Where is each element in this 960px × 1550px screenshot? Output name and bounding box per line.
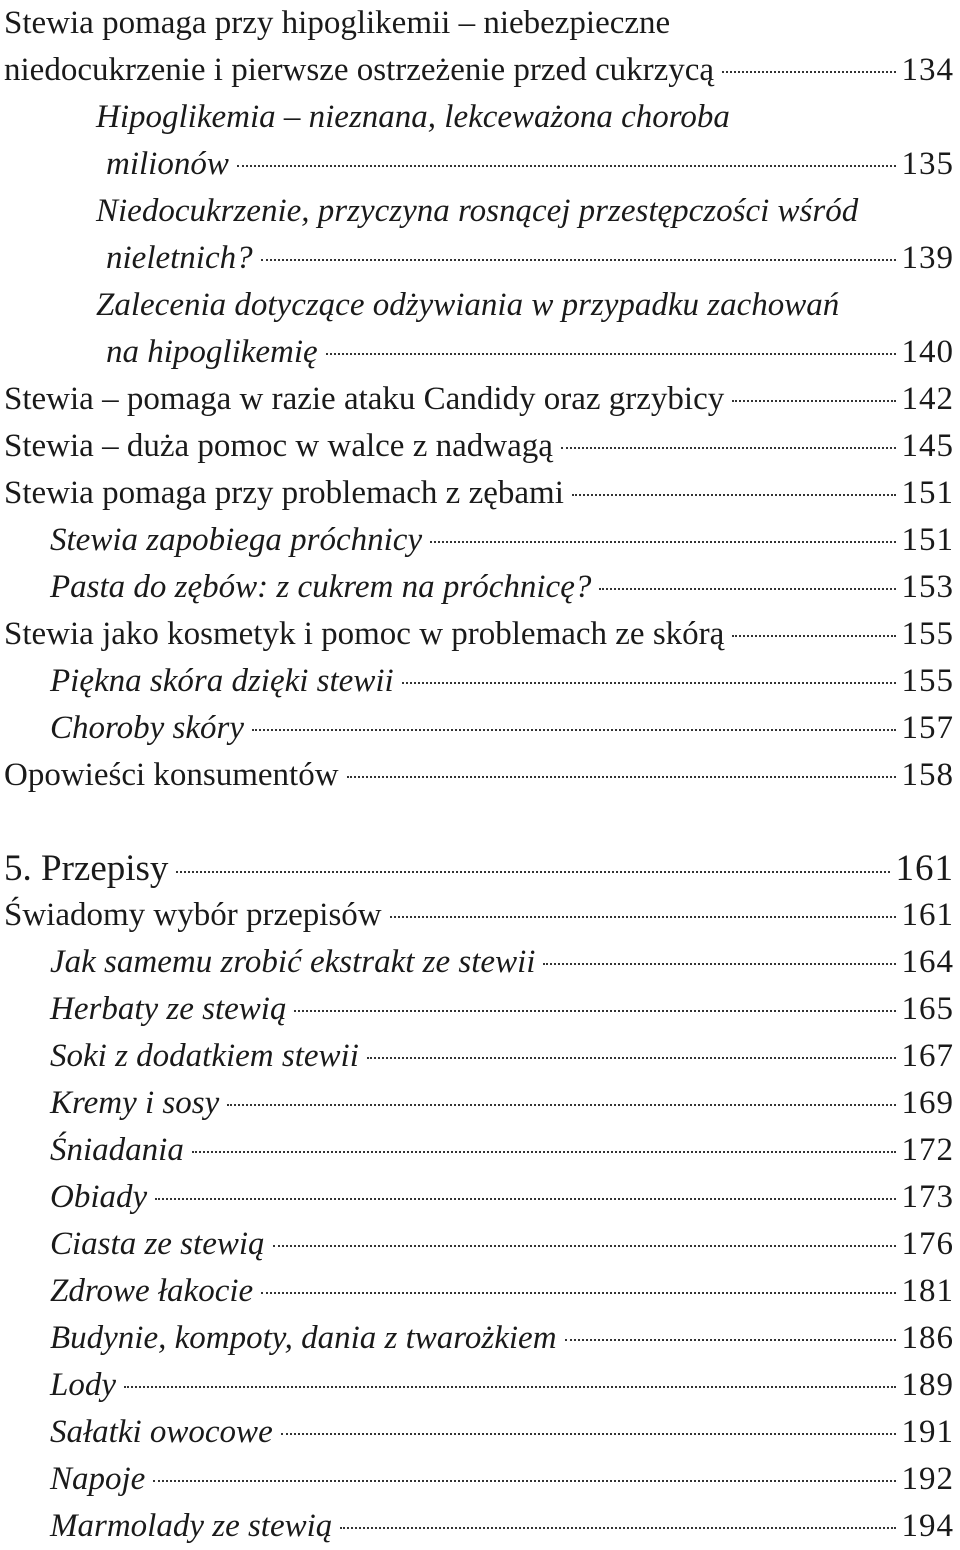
toc-entry [4, 376, 954, 423]
page-number: 158 [901, 757, 954, 793]
leader-dots [124, 1386, 896, 1388]
leader-dots [402, 682, 896, 684]
toc-entry-title: Herbaty ze stewią [50, 991, 287, 1027]
toc-entry [4, 564, 954, 611]
toc-entry [4, 94, 954, 188]
page-number: 164 [901, 944, 954, 980]
chapter-heading [4, 845, 954, 892]
toc-entry-title: Napoje [50, 1461, 146, 1497]
toc-entry-title: Marmolady ze stewią [50, 1508, 333, 1544]
toc-entry [4, 423, 954, 470]
page-number: 135 [901, 146, 954, 182]
page-number: 192 [901, 1461, 954, 1497]
leader-dots [261, 1292, 895, 1294]
page-number: 172 [901, 1132, 954, 1168]
page-number: 189 [901, 1367, 954, 1403]
toc-entry-title: Budynie, kompoty, dania z twarożkiem [50, 1320, 557, 1356]
leader-dots [281, 1433, 896, 1435]
leader-dots [155, 1198, 895, 1200]
toc-entry-title-line1: Zalecenia dotyczące odżywiania w przypadku zachowań [96, 287, 840, 323]
page-number: 140 [901, 334, 954, 370]
toc-entry [4, 1033, 954, 1080]
toc-entry [4, 892, 954, 939]
leader-dots [176, 871, 889, 873]
toc-entry [4, 705, 954, 752]
toc-entry [4, 0, 954, 94]
toc-entry-title: Śniadania [50, 1132, 184, 1168]
toc-entry [4, 611, 954, 658]
page-number: 161 [901, 897, 954, 933]
leader-dots [227, 1104, 895, 1106]
page-number: 151 [901, 475, 954, 511]
page-number: 145 [901, 428, 954, 464]
leader-dots [294, 1010, 895, 1012]
page-number: 173 [901, 1179, 954, 1215]
toc-entry [4, 939, 954, 986]
page-number: 157 [901, 710, 954, 746]
leader-dots [153, 1480, 895, 1482]
toc-entry-title: Stewia – pomaga w razie ataku Candidy oraz grzybicy [4, 381, 725, 417]
toc-entry [4, 1221, 954, 1268]
toc-entry [4, 1315, 954, 1362]
toc-entry-title: Opowieści konsumentów [4, 757, 339, 793]
toc-entry-title-line2: nieletnich? [106, 240, 253, 276]
page-number: 155 [901, 663, 954, 699]
page-number: 153 [901, 569, 954, 605]
toc-entry-title-line2: niedocukrzenie i pierwsze ostrzeżenie przed cukrzycą [4, 52, 715, 88]
page-number: 169 [901, 1085, 954, 1121]
leader-dots [367, 1057, 896, 1059]
toc-entry-title-line2: milionów [106, 146, 229, 182]
toc-entry [4, 986, 954, 1033]
leader-dots [273, 1245, 896, 1247]
toc-entry-title: Lody [50, 1367, 116, 1403]
leader-dots [261, 259, 896, 261]
toc-entry [4, 1174, 954, 1221]
toc-list [4, 0, 954, 1550]
toc-entry-title-line1: Hipoglikemia – nieznana, lekceważona choroba [96, 99, 730, 135]
toc-entry-title: Świadomy wybór przepisów [4, 897, 382, 933]
toc-entry [4, 470, 954, 517]
leader-dots [340, 1527, 895, 1529]
leader-dots [599, 588, 895, 590]
toc-entry-title: Jak samemu zrobić ekstrakt ze stewii [50, 944, 536, 980]
leader-dots [565, 1339, 896, 1341]
toc-entry-title: Pasta do zębów: z cukrem na próchnicę? [50, 569, 592, 605]
toc-entry-title: Choroby skóry [50, 710, 245, 746]
page-number: 161 [895, 848, 954, 889]
page-number: 151 [901, 522, 954, 558]
toc-entry [4, 752, 954, 799]
leader-dots [732, 635, 895, 637]
toc-entry-title-line1: Niedocukrzenie, przyczyna rosnącej przestępczości wśród [96, 193, 859, 229]
toc-entry [4, 1409, 954, 1456]
leader-dots [572, 494, 896, 496]
leader-dots [561, 447, 896, 449]
page-number: 142 [901, 381, 954, 417]
page-number: 186 [901, 1320, 954, 1356]
leader-dots [326, 353, 896, 355]
toc-entry [4, 282, 954, 376]
toc-entry [4, 1080, 954, 1127]
toc-entry [4, 188, 954, 282]
leader-dots [732, 400, 895, 402]
toc-entry [4, 1362, 954, 1409]
toc-entry [4, 658, 954, 705]
page-number: 194 [901, 1508, 954, 1544]
toc-entry-title: Sałatki owocowe [50, 1414, 273, 1450]
toc-entry-title: Stewia zapobiega próchnicy [50, 522, 423, 558]
leader-dots [192, 1151, 896, 1153]
leader-dots [237, 165, 896, 167]
toc-entry [4, 517, 954, 564]
page-number: 155 [901, 616, 954, 652]
page-number: 139 [901, 240, 954, 276]
toc-entry-title: Soki z dodatkiem stewii [50, 1038, 359, 1074]
toc-entry [4, 1127, 954, 1174]
toc-entry-title: Stewia jako kosmetyk i pomoc w problemach ze skórą [4, 616, 725, 652]
toc-entry-title: Kremy i sosy [50, 1085, 220, 1121]
page-number: 181 [901, 1273, 954, 1309]
leader-dots [390, 916, 896, 918]
page-number: 134 [901, 52, 954, 88]
leader-dots [543, 963, 895, 965]
toc-entry-title: Obiady [50, 1179, 148, 1215]
toc-entry [4, 1503, 954, 1550]
toc-entry-title: Piękna skóra dzięki stewii [50, 663, 394, 699]
leader-dots [252, 729, 895, 731]
toc-entry [4, 1456, 954, 1503]
toc-entry-title: Stewia – duża pomoc w walce z nadwagą [4, 428, 553, 464]
chapter-title: 5. Przepisy [4, 848, 169, 889]
page-number: 165 [901, 991, 954, 1027]
leader-dots [347, 776, 896, 778]
page-number: 176 [901, 1226, 954, 1262]
leader-dots [722, 71, 895, 73]
toc-entry-title-line2: na hipoglikemię [106, 334, 318, 370]
toc-entry-title: Stewia pomaga przy problemach z zębami [4, 475, 564, 511]
leader-dots [430, 541, 895, 543]
toc-entry [4, 1268, 954, 1315]
toc-entry-title: Ciasta ze stewią [50, 1226, 265, 1262]
page-number: 191 [901, 1414, 954, 1450]
page-number: 167 [901, 1038, 954, 1074]
toc-entry-title-line1: Stewia pomaga przy hipoglikemii – niebezpieczne [4, 5, 671, 41]
toc-entry-title: Zdrowe łakocie [50, 1273, 254, 1309]
